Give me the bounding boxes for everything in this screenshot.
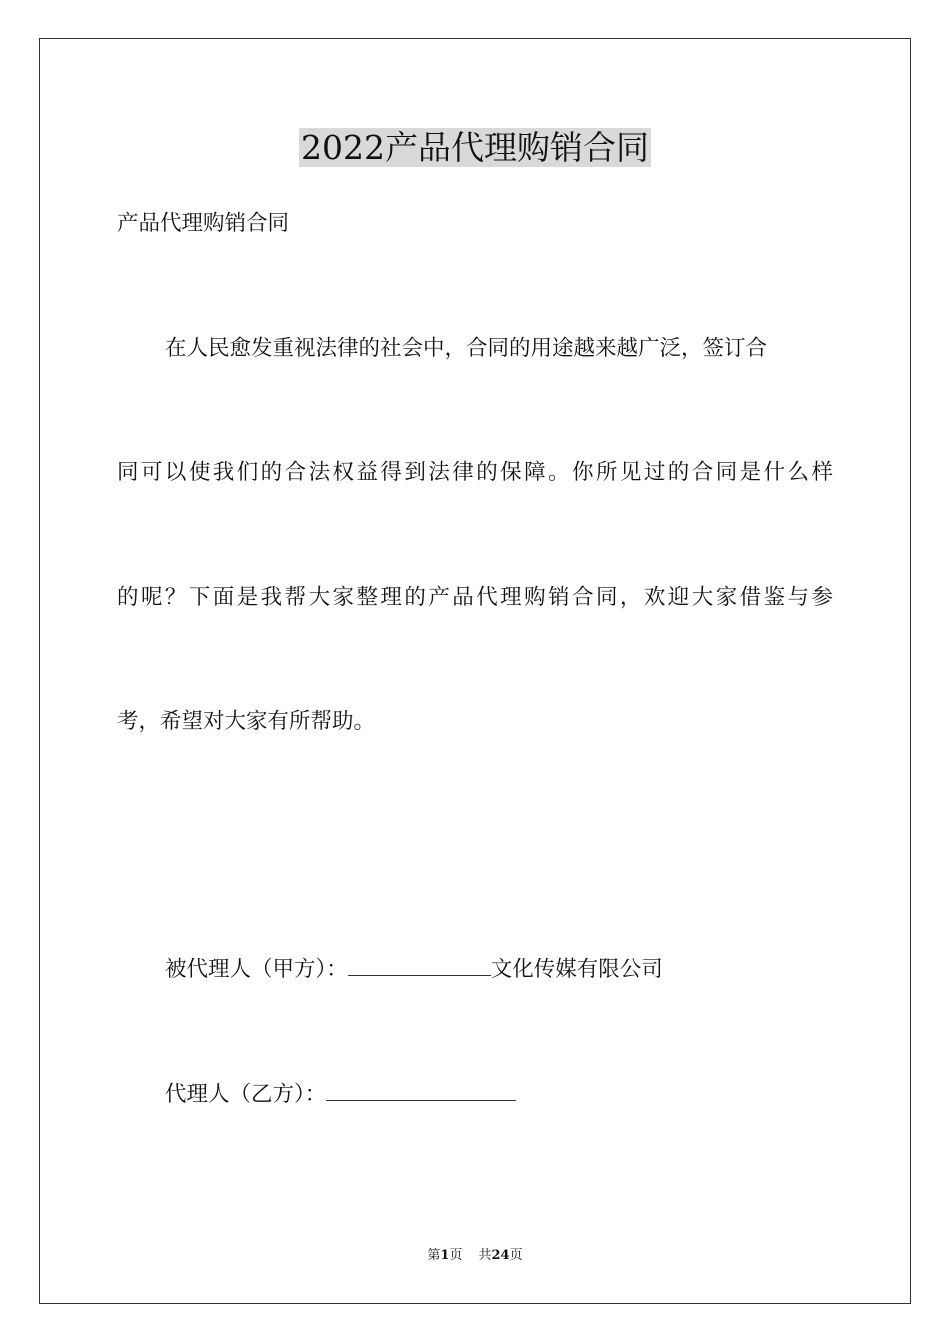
party-a-blank-field[interactable] (348, 955, 491, 976)
document-subtitle: 产品代理购销合同 (117, 211, 290, 236)
footer-page-current: 1 (440, 1248, 450, 1263)
party-b-label: 代理人（乙方）： (165, 1082, 327, 1107)
footer-page-total: 24 (491, 1248, 510, 1263)
party-a-label: 被代理人（甲方）： (165, 957, 348, 982)
intro-line-2: 同可以使我们的合法权益得到法律的保障。你所见过的合同是什么样 (117, 460, 833, 485)
intro-line-4: 考，希望对大家有所帮助。 (117, 709, 376, 734)
footer-total-prefix: 共 (478, 1248, 492, 1263)
party-a-line (165, 955, 881, 985)
party-b-line (165, 1080, 881, 1110)
party-b-blank-field[interactable] (326, 1080, 516, 1101)
page-footer (0, 1247, 950, 1265)
footer-page-prefix: 第 (427, 1248, 441, 1263)
intro-line-1: 在人民愈发重视法律的社会中，合同的用途越来越广泛，签订合 (165, 336, 768, 361)
footer-page-mid: 页 (449, 1248, 463, 1263)
document-title (0, 126, 950, 170)
document-title-text: 2022产品代理购销合同 (301, 128, 649, 167)
footer-total-suffix: 页 (509, 1248, 523, 1263)
party-a-suffix: 文化传媒有限公司 (490, 957, 663, 982)
intro-line-3: 的呢？下面是我帮大家整理的产品代理购销合同，欢迎大家借鉴与参 (117, 585, 833, 610)
